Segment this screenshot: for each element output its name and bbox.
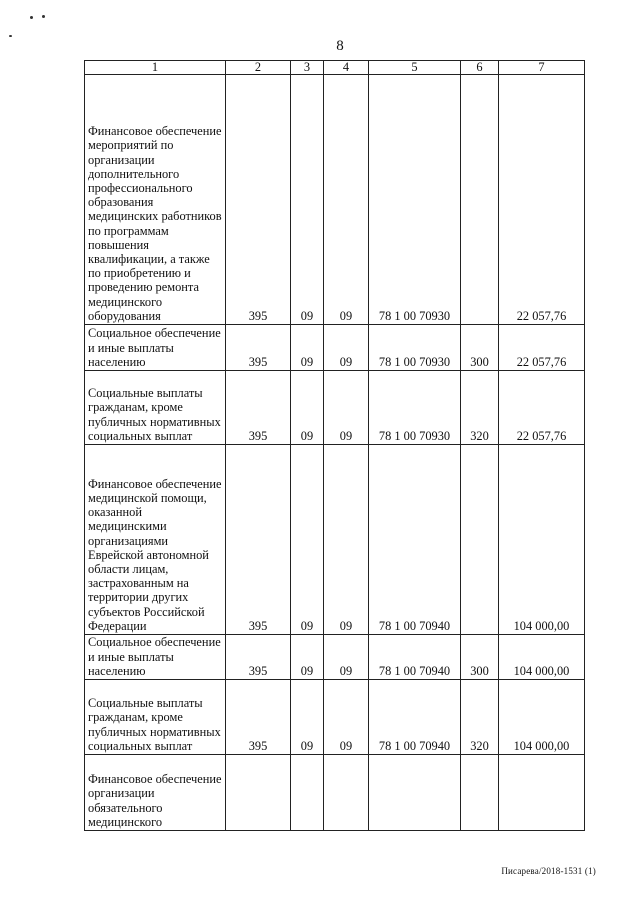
row-code-3: 09 [291, 325, 324, 371]
row-code-2: 395 [226, 635, 291, 680]
budget-table [84, 60, 585, 831]
row-code-4: 09 [324, 680, 369, 755]
column-header-2: 2 [226, 61, 291, 75]
row-code-4: 09 [324, 371, 369, 445]
row-name: Финансовое обеспечение медицинской помощи, оказанной медицинскими организациями Еврейской автономной области лицам, застрахованным на территории других субъектов Российской Федерации [85, 445, 226, 635]
table-row [85, 755, 585, 831]
row-amount: 104 000,00 [499, 445, 585, 635]
table-row [85, 371, 585, 445]
row-code-4: 09 [324, 445, 369, 635]
column-header-6: 6 [461, 61, 499, 75]
row-amount: 104 000,00 [499, 635, 585, 680]
row-code-5: 78 1 00 70930 [369, 75, 461, 325]
row-code-6 [461, 75, 499, 325]
row-code-3 [291, 755, 324, 831]
row-code-2: 395 [226, 75, 291, 325]
table-row [85, 325, 585, 371]
document-reference: Писарева/2018-1531 (1) [501, 866, 596, 876]
table-row [85, 75, 585, 325]
column-header-1: 1 [85, 61, 226, 75]
row-amount: 22 057,76 [499, 325, 585, 371]
row-name: Социальные выплаты гражданам, кроме публичных нормативных социальных выплат [85, 680, 226, 755]
column-header-5: 5 [369, 61, 461, 75]
row-amount: 22 057,76 [499, 371, 585, 445]
row-code-3: 09 [291, 75, 324, 325]
row-code-2 [226, 755, 291, 831]
row-code-5: 78 1 00 70930 [369, 325, 461, 371]
scan-speck [9, 35, 12, 37]
table-row [85, 680, 585, 755]
column-header-3: 3 [291, 61, 324, 75]
row-code-3: 09 [291, 371, 324, 445]
row-code-5: 78 1 00 70940 [369, 680, 461, 755]
row-code-6: 300 [461, 635, 499, 680]
table-row [85, 445, 585, 635]
row-code-2: 395 [226, 325, 291, 371]
row-code-6 [461, 755, 499, 831]
row-code-2: 395 [226, 445, 291, 635]
row-code-5: 78 1 00 70940 [369, 445, 461, 635]
row-name: Социальные выплаты гражданам, кроме публичных нормативных социальных выплат [85, 371, 226, 445]
row-amount [499, 755, 585, 831]
row-code-5: 78 1 00 70940 [369, 635, 461, 680]
row-code-4: 09 [324, 325, 369, 371]
row-code-3: 09 [291, 445, 324, 635]
page-number: 8 [336, 38, 344, 54]
row-name: Социальное обеспечение и иные выплаты населению [85, 325, 226, 371]
row-code-2: 395 [226, 371, 291, 445]
row-code-4: 09 [324, 75, 369, 325]
row-code-4 [324, 755, 369, 831]
row-name: Финансовое обеспечение мероприятий по организации дополнительного профессионального образования медицинских работников по программам повышения квалификации, а также по приобретению и проведению ремонта медицинского оборудования [85, 75, 226, 325]
table-header-row [85, 61, 585, 75]
row-code-6: 320 [461, 680, 499, 755]
row-amount: 22 057,76 [499, 75, 585, 325]
column-header-7: 7 [499, 61, 585, 75]
column-header-4: 4 [324, 61, 369, 75]
row-amount: 104 000,00 [499, 680, 585, 755]
row-code-6: 300 [461, 325, 499, 371]
row-code-3: 09 [291, 635, 324, 680]
row-name: Социальное обеспечение и иные выплаты населению [85, 635, 226, 680]
scan-speck [42, 15, 45, 18]
scan-speck [30, 16, 33, 19]
table-row [85, 635, 585, 680]
row-code-4: 09 [324, 635, 369, 680]
row-code-6: 320 [461, 371, 499, 445]
row-code-2: 395 [226, 680, 291, 755]
row-name: Финансовое обеспечение организации обязательного медицинского [85, 755, 226, 831]
row-code-6 [461, 445, 499, 635]
row-code-5 [369, 755, 461, 831]
row-code-3: 09 [291, 680, 324, 755]
row-code-5: 78 1 00 70930 [369, 371, 461, 445]
